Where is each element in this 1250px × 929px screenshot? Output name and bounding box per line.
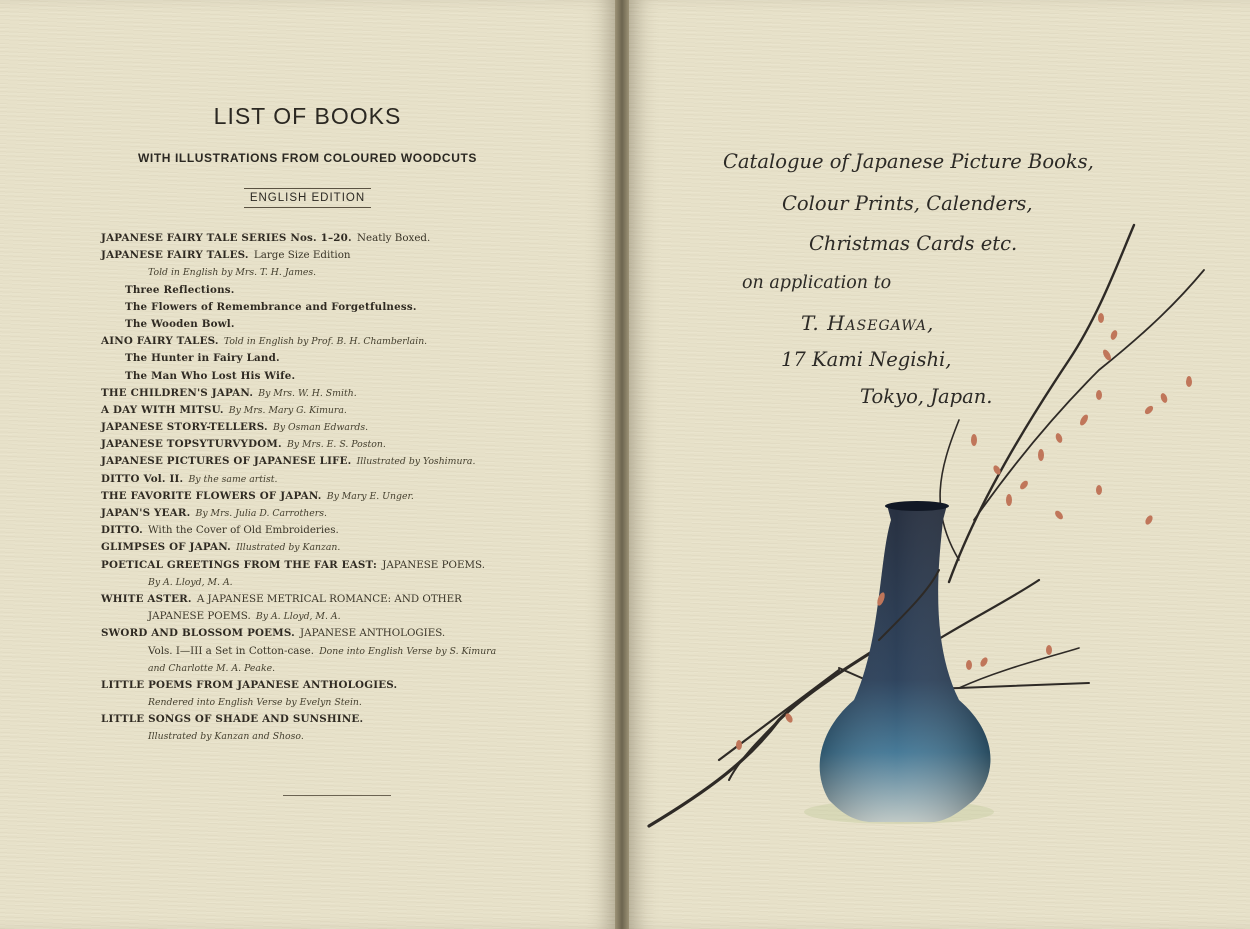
book-title: LITTLE POEMS FROM JAPANESE ANTHOLOGIES. [101, 678, 398, 691]
book-credit: Illustrated by Kanzan. [236, 542, 341, 554]
edition-label: ENGLISH EDITION [244, 188, 371, 208]
book-credit: By Mary E. Unger. [326, 490, 414, 502]
book-credit: Illustrated by Kanzan and Shoso. [148, 731, 304, 743]
book-list-line [101, 574, 571, 591]
book-note: Large Size Edition [253, 249, 351, 262]
book-title: The Man Who Lost His Wife. [125, 369, 296, 382]
book-list-line [101, 247, 571, 264]
book-list-line [101, 539, 571, 556]
book-credit: and Charlotte M. A. Peake. [148, 662, 276, 674]
book-title: The Flowers of Remembrance and Forgetfulness. [125, 300, 417, 313]
book-title: THE FAVORITE FLOWERS OF JAPAN. [101, 489, 322, 502]
book-list-line [101, 385, 571, 402]
book-title: LITTLE SONGS OF SHADE AND SUNSHINE. [101, 713, 364, 726]
book-title: DITTO. [101, 524, 143, 537]
book-list-line [101, 677, 571, 694]
application-line: on application to [742, 273, 892, 293]
book-title: JAPANESE FAIRY TALES. [101, 249, 249, 262]
book-note: A JAPANESE METRICAL ROMANCE: AND OTHER [196, 592, 462, 605]
book-credit: By Mrs. Julia D. Carrothers. [195, 508, 327, 519]
book-list-line [101, 591, 571, 608]
book-credit: Told in English by Mrs. T. H. James. [148, 267, 317, 279]
catalogue-line-2: Colour Prints, Calenders, [782, 192, 1033, 215]
book-list-line [101, 264, 571, 281]
book-list-line [101, 728, 571, 745]
book-list-line [101, 453, 571, 470]
catalogue-line-1: Catalogue of Japanese Picture Books, [723, 150, 1094, 173]
book-title: WHITE ASTER. [101, 592, 192, 605]
book-list-line [101, 625, 571, 642]
book-gutter [615, 0, 629, 929]
book-note: Vols. I—III a Set in Cotton-case. [148, 644, 315, 657]
book-credit: Illustrated by Yoshimura. [356, 456, 476, 468]
book-list-line [101, 557, 571, 574]
book-title: The Wooden Bowl. [125, 317, 235, 330]
book-credit: By Mrs. W. H. Smith. [258, 387, 357, 399]
book-list-line [101, 711, 571, 728]
book-list-line [101, 419, 571, 436]
left-page [0, 0, 615, 929]
book-title: POETICAL GREETINGS FROM THE FAR EAST: [101, 558, 378, 571]
book-list-line [101, 471, 571, 488]
book-credit: Done into English Verse by S. Kimura [319, 645, 497, 657]
publisher-city: Tokyo, Japan. [860, 385, 993, 408]
book-title: JAPANESE STORY-TELLERS. [101, 421, 268, 434]
book-credit: By Osman Edwards. [272, 422, 369, 434]
book-title: GLIMPSES OF JAPAN. [101, 541, 231, 554]
book-list-line [101, 282, 571, 299]
book-title: SWORD AND BLOSSOM POEMS. [101, 627, 295, 640]
end-rule [283, 795, 391, 796]
book-note: JAPANESE POEMS. [382, 558, 485, 571]
book-title: JAPANESE PICTURES OF JAPANESE LIFE. [101, 455, 352, 468]
book-list-line [101, 660, 571, 677]
book-list-line [101, 505, 571, 522]
book-list-line [101, 436, 571, 453]
book-list-line [101, 643, 571, 660]
page-title: LIST OF BOOKS [213, 103, 402, 129]
book-note: JAPANESE ANTHOLOGIES. [300, 627, 446, 640]
vase-illustration [629, 0, 1250, 929]
book-credit: By A. Lloyd, M. A. [255, 611, 341, 623]
book-list-line [101, 316, 571, 333]
book-title: Three Reflections. [125, 283, 235, 296]
book-title: DITTO Vol. II. [101, 472, 184, 485]
book-list [101, 230, 571, 746]
book-list-line [101, 230, 571, 247]
book-list-line [101, 522, 571, 539]
catalogue-line-3: Christmas Cards etc. [809, 232, 1018, 255]
book-list-line [101, 299, 571, 316]
book-note: With the Cover of Old Embroideries. [148, 524, 339, 537]
book-credit: Told in English by Prof. B. H. Chamberlain. [223, 336, 428, 348]
book-credit: Rendered into English Verse by Evelyn Stein. [148, 697, 362, 709]
book-title: A DAY WITH MITSU. [101, 403, 224, 416]
book-credit: By the same artist. [188, 473, 278, 485]
publisher-name: T. Hasegawa, [801, 311, 935, 335]
book-note: Neatly Boxed. [356, 232, 431, 244]
book-list-line [101, 350, 571, 367]
book-list-line [101, 694, 571, 711]
book-list-line [101, 608, 571, 625]
book-list-line [101, 368, 571, 385]
book-title: The Hunter in Fairy Land. [125, 352, 280, 365]
book-note: JAPANESE POEMS. [148, 610, 251, 623]
edition-label-wrap [0, 188, 615, 208]
book-title: JAPANESE FAIRY TALE SERIES Nos. 1–20. [101, 232, 352, 244]
publisher-street: 17 Kami Negishi, [781, 348, 952, 371]
book-credit: By A. Lloyd, M. A. [148, 576, 233, 588]
blossoms [736, 313, 1192, 750]
page-subtitle: WITH ILLUSTRATIONS FROM COLOURED WOODCUTS [137, 151, 477, 165]
book-list-line [101, 402, 571, 419]
book-title: JAPAN'S YEAR. [101, 507, 191, 519]
book-title: JAPANESE TOPSYTURVYDOM. [101, 438, 282, 451]
book-list-line [101, 333, 571, 350]
book-credit: By Mrs. Mary G. Kimura. [228, 404, 347, 416]
vase-mouth [885, 501, 949, 511]
book-list-line [101, 488, 571, 505]
right-page [629, 0, 1250, 929]
book-title: THE CHILDREN'S JAPAN. [101, 386, 254, 399]
book-credit: By Mrs. E. S. Poston. [286, 439, 386, 451]
book-title: AINO FAIRY TALES. [101, 335, 219, 348]
